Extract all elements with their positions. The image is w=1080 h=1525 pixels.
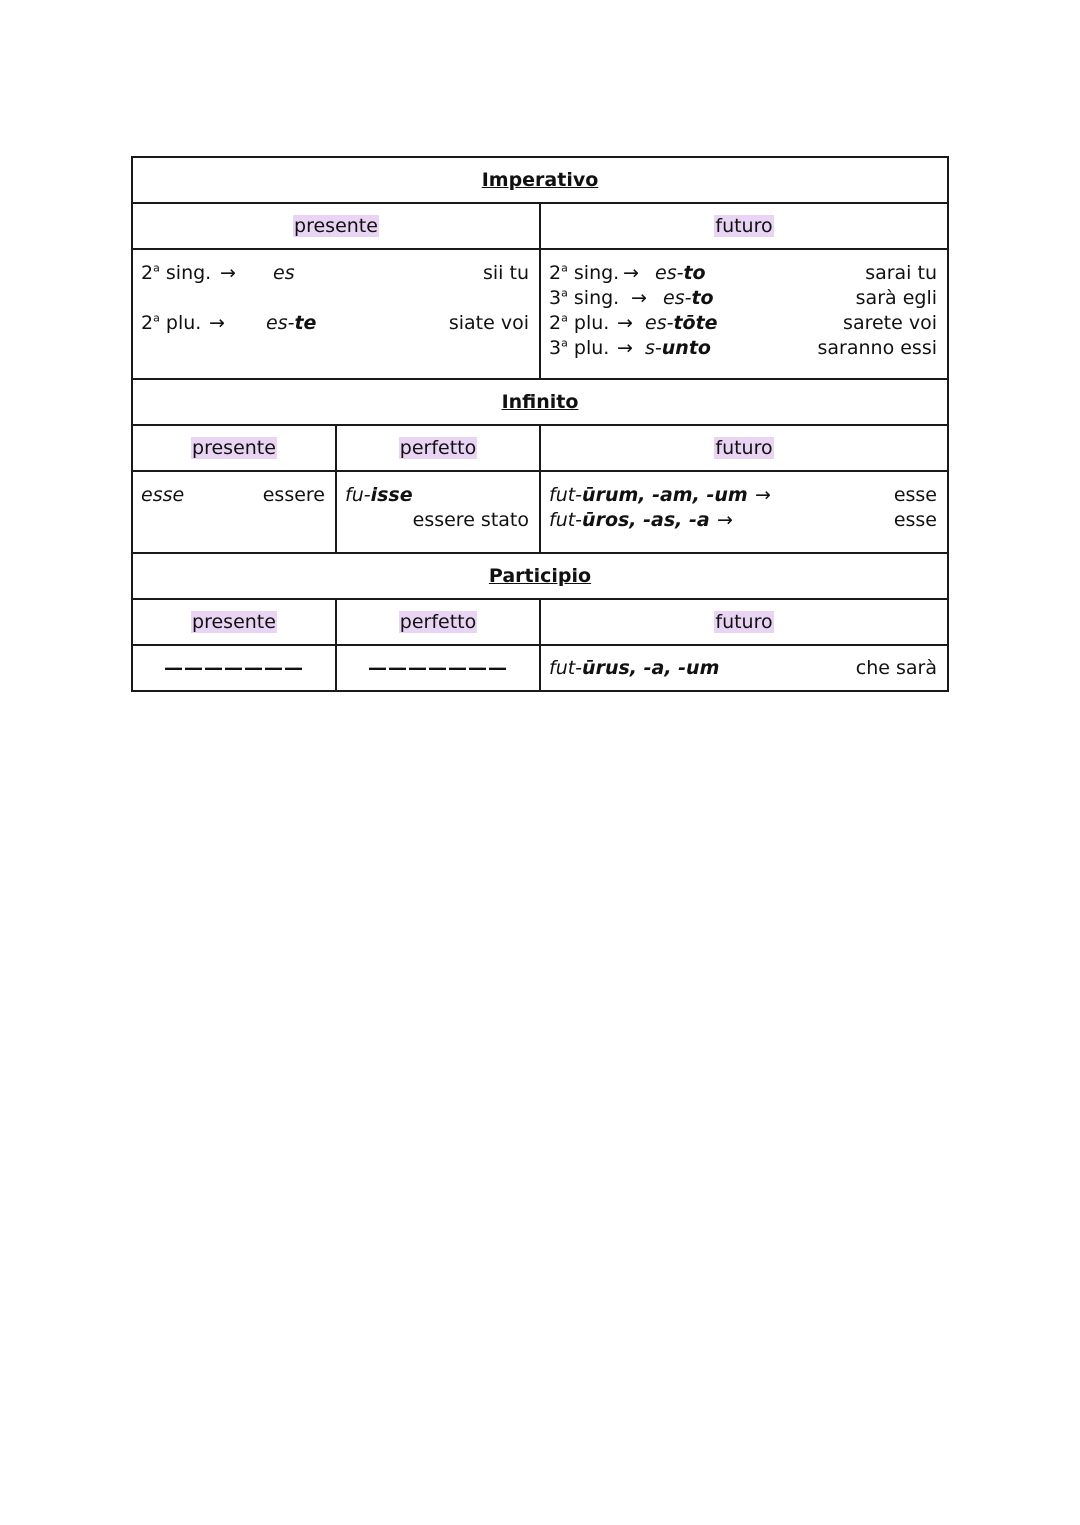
imperativo-futuro-row: 3$^a$ plu. → s-unto saranno essi	[549, 336, 937, 359]
infinito-presente-cell: esse essere	[132, 471, 336, 553]
imperativo-presente-row: 2$^a$ plu. → es-te siate voi	[141, 311, 529, 334]
infinito-futuro-cell	[540, 471, 948, 553]
infinito-futuro-row: fut-ūros, -as, -a → esse	[549, 509, 937, 531]
conjugation-table	[131, 156, 949, 692]
participio-perfetto-label: perfetto	[336, 599, 540, 645]
participio-futuro-cell: fut-ūrus, -a, -um che sarà	[540, 645, 948, 691]
imperativo-futuro-row: 2$^a$ sing. → es-to sarai tu	[549, 261, 937, 284]
participio-presente-cell: ———————	[132, 645, 336, 691]
imperativo-futuro-row: 2$^a$ plu. → es-tōte sarete voi	[549, 311, 937, 334]
infinito-perfetto-label: perfetto	[336, 425, 540, 471]
imperativo-presente-label: presente	[132, 203, 540, 249]
imperativo-futuro-label: futuro	[540, 203, 948, 249]
imperativo-presente-row: 2$^a$ sing. → es sii tu	[141, 261, 529, 284]
participio-heading: Participio	[132, 553, 948, 599]
infinito-futuro-label: futuro	[540, 425, 948, 471]
participio-perfetto-cell: ———————	[336, 645, 540, 691]
imperativo-futuro-cell	[540, 249, 948, 379]
infinito-futuro-row: fut-ūrum, -am, -um → esse	[549, 484, 937, 506]
imperativo-heading: Imperativo	[132, 157, 948, 203]
imperativo-presente-cell	[132, 249, 540, 379]
infinito-perfetto-cell: fu-isse essere stato	[336, 471, 540, 553]
infinito-heading: Infinito	[132, 379, 948, 425]
participio-presente-label: presente	[132, 599, 336, 645]
participio-futuro-label: futuro	[540, 599, 948, 645]
infinito-presente-label: presente	[132, 425, 336, 471]
imperativo-futuro-row: 3$^a$ sing. → es-to sarà egli	[549, 286, 937, 309]
